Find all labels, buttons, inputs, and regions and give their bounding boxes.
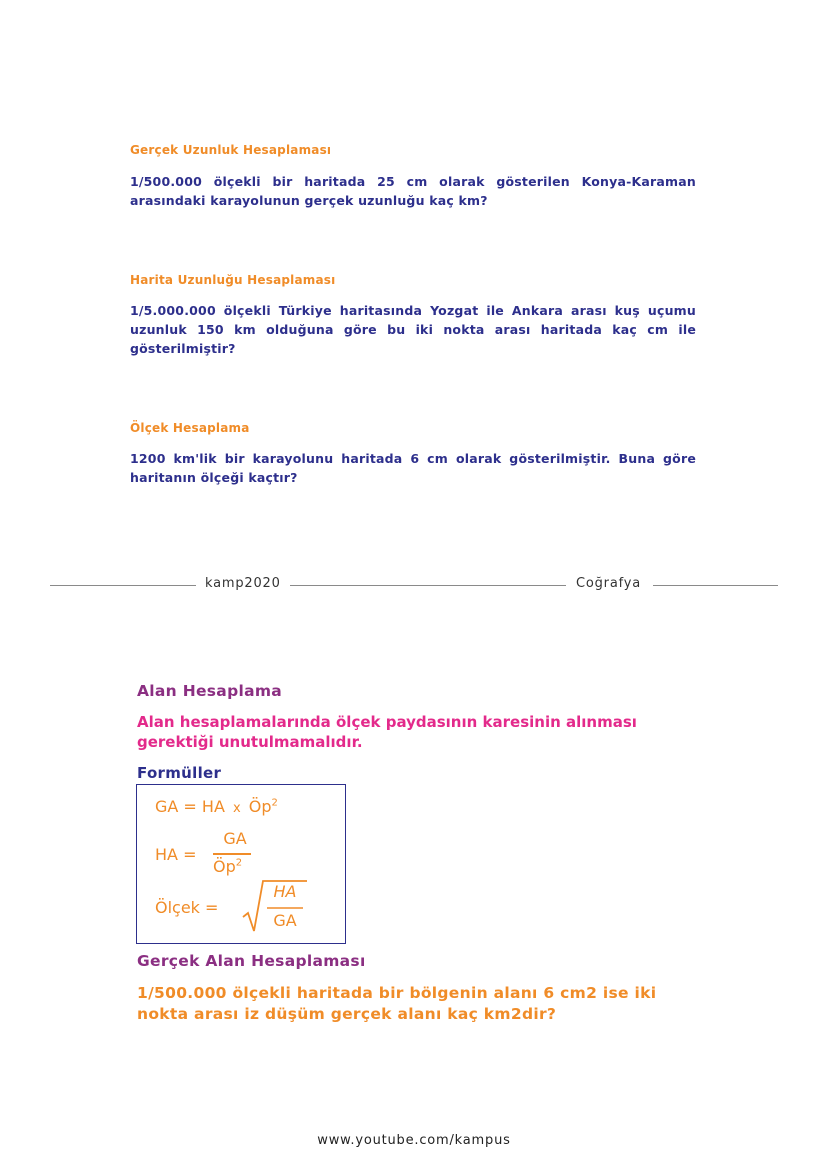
formula-1 — [155, 797, 278, 816]
divider-line — [50, 585, 196, 586]
formula-2-denominator-base: Öp — [213, 857, 236, 876]
section-question: 1/500.000 ölçekli bir haritada 25 cm olarak gösterilen Konya-Karaman arasındaki karayolunun gerçek uzunluğu kaç km? — [130, 174, 696, 208]
divider-right-label: Coğrafya — [576, 576, 642, 591]
formula-2-fraction-bar — [213, 853, 251, 855]
formula-1-exponent: 2 — [271, 797, 278, 809]
formula-1-times: x — [233, 801, 241, 816]
formula-1-rhs: Öp — [248, 797, 272, 816]
section-title: Harita Uzunluğu Hesaplaması — [130, 273, 336, 287]
formula-2-lhs: HA = — [155, 845, 197, 864]
formula-2-exponent: 2 — [235, 857, 243, 869]
section-question: 1200 km'lik bir karayolunu haritada 6 cm olarak gösterilmiştir. Buna göre haritanın ölçeği kaçtır? — [130, 451, 696, 485]
footer-url: www.youtube.com/kampus — [317, 1133, 511, 1148]
section-title: Gerçek Uzunluk Hesaplaması — [130, 143, 332, 157]
real-area-heading: Gerçek Alan Hesaplaması — [137, 952, 366, 970]
divider-line — [653, 585, 778, 586]
section-question: 1/5.000.000 ölçekli Türkiye haritasında Yozgat ile Ankara arası kuş uçumu uzunluk 150 km olduğuna göre bu iki nokta arası haritada kaç cm ile gösterilmiştir? — [130, 303, 696, 356]
formulas-heading: Formüller — [137, 764, 222, 782]
formula-box — [136, 784, 346, 944]
area-note: Alan hesaplamalarında ölçek paydasının karesinin alınması gerektiği unutulmamalıdır. — [137, 713, 637, 751]
divider-line — [290, 585, 566, 586]
section-title: Ölçek Hesaplama — [130, 421, 250, 435]
formula-3-lhs: Ölçek = — [155, 898, 219, 917]
formula-1-lhs: GA = HA — [155, 797, 225, 816]
area-heading: Alan Hesaplama — [137, 682, 283, 700]
formula-3-denominator: GA — [273, 911, 297, 930]
formula-2-numerator: GA — [223, 829, 247, 848]
formula-2-denominator — [213, 857, 242, 876]
formula-3-numerator: HA — [273, 882, 297, 901]
real-area-question: 1/500.000 ölçekli haritada bir bölgenin alanı 6 cm2 ise iki nokta arası iz düşüm gerçek alanı kaç km2dir? — [137, 984, 657, 1023]
divider-left-label: kamp2020 — [205, 576, 281, 591]
